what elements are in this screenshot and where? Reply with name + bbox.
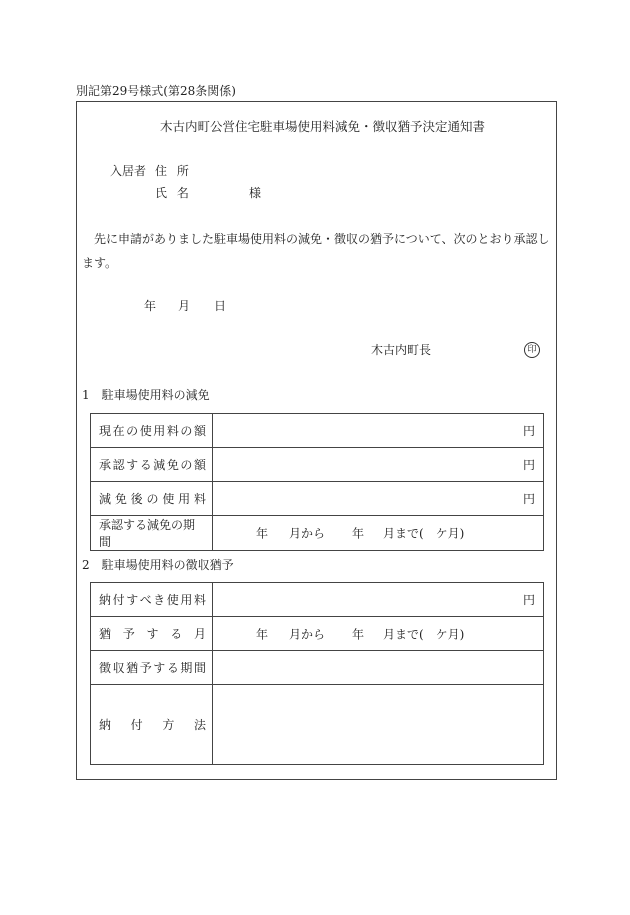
table-row: [91, 651, 544, 685]
payment-method-label: 納付方法: [91, 685, 213, 765]
body-text-line1: 先に申請がありました駐車場使用料の減免・徴収の猶予について、次のとおり承認し: [94, 232, 550, 246]
approved-reduction-label: 承認する減免の額: [91, 448, 213, 482]
table-row: [91, 583, 544, 617]
payable-fee-label: 納付すべき使用料: [91, 583, 213, 617]
period-from-year: 年: [256, 627, 269, 641]
reduction-period-field[interactable]: [213, 516, 544, 551]
period-from-year: 年: [256, 526, 269, 541]
period-to-month: 月まで( ケ月): [383, 526, 465, 541]
period-to-year: 年: [352, 627, 365, 641]
honorific: 様: [249, 186, 262, 200]
reduction-table: [90, 413, 544, 551]
period-to-year: 年: [352, 526, 365, 541]
deferral-period-label: 徴収猶予する期間: [91, 651, 213, 685]
current-fee-label: 現在の使用料の額: [91, 414, 213, 448]
approved-reduction-field[interactable]: 円: [213, 448, 544, 482]
table-row: [91, 414, 544, 448]
resident-label: 入居者: [110, 164, 147, 178]
section2-heading: 2 駐車場使用料の徴収猶予: [82, 558, 234, 572]
payment-method-field[interactable]: [213, 685, 544, 765]
form-number-note: 別記第29号様式(第28条関係): [76, 84, 236, 98]
deferred-months-field[interactable]: [213, 617, 544, 651]
current-fee-field[interactable]: 円: [213, 414, 544, 448]
table-row: [91, 448, 544, 482]
section1-heading: 1 駐車場使用料の減免: [82, 388, 210, 402]
address-label: 住 所: [155, 164, 189, 178]
period-to-month: 月まで( ケ月): [383, 627, 465, 641]
period-from-month: 月から: [289, 526, 326, 541]
issuer-name: 木古内町長: [371, 343, 432, 357]
date-day: 日: [214, 299, 227, 313]
document-title: 木古内町公営住宅駐車場使用料減免・徴収猶予決定通知書: [160, 119, 486, 134]
fee-after-reduction-label: 減免後の使用料: [91, 482, 213, 516]
body-text-line2: ます。: [82, 256, 118, 270]
date-year: 年: [144, 299, 157, 313]
deferral-table: [90, 582, 544, 765]
table-row: [91, 482, 544, 516]
fee-after-reduction-field[interactable]: 円: [213, 482, 544, 516]
payable-fee-field[interactable]: 円: [213, 583, 544, 617]
deferral-period-field[interactable]: [213, 651, 544, 685]
date-month: 月: [178, 299, 191, 313]
seal-icon: 印: [524, 342, 540, 358]
period-from-month: 月から: [289, 627, 326, 641]
table-row: [91, 685, 544, 765]
deferred-months-label: 猶予する月: [91, 617, 213, 651]
reduction-period-label: 承認する減免の期間: [91, 516, 213, 551]
table-row: [91, 516, 544, 551]
name-label: 氏 名: [155, 186, 189, 200]
table-row: [91, 617, 544, 651]
